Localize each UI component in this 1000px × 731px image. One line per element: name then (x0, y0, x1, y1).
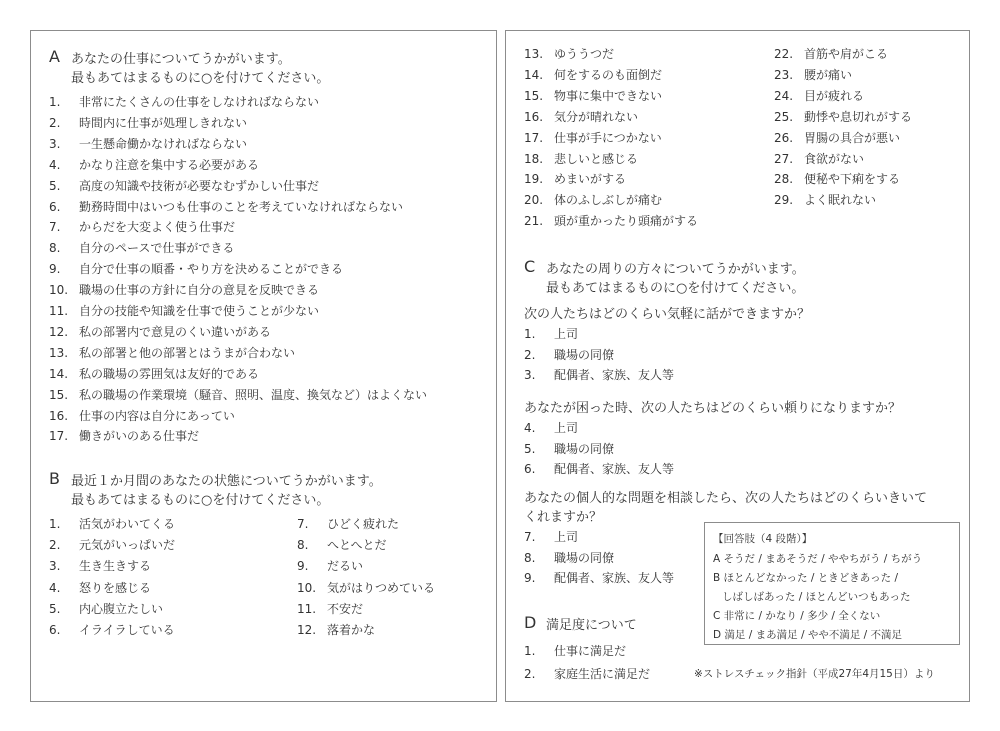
item-text: 家庭生活に満足だ (554, 667, 651, 681)
item-text: 私の部署と他の部署とはうまが合わない (79, 345, 296, 360)
item-number: 22. (774, 47, 794, 61)
item-number: 14. (524, 67, 544, 82)
item-text: 内心腹立たしい (79, 601, 164, 616)
item-text: 食欲がない (804, 151, 865, 166)
item-text: 配偶者、家族、友人等 (554, 571, 675, 585)
answer-box-title: 【回答肢（4 段階）】 (713, 533, 813, 545)
item-number: 6. (524, 462, 536, 476)
item-number: 9. (297, 559, 309, 574)
item-number: 3. (524, 368, 536, 382)
item-text: 職場の仕事の方針に自分の意見を反映できる (79, 283, 320, 298)
item-text: 便秘や下痢をする (804, 172, 901, 187)
item-number: 1. (49, 517, 61, 531)
item-number: 5. (49, 178, 61, 193)
item-number: 4. (49, 580, 61, 595)
item-number: 13. (49, 345, 69, 360)
item-text: 不安だ (327, 601, 364, 616)
item-text: ゆううつだ (554, 47, 615, 61)
section-a-instruction: 最もあてはまるものに○を付けてください。 (71, 71, 330, 86)
item-number: 18. (524, 151, 544, 166)
item-text: からだを大変よく使う仕事だ (79, 220, 236, 235)
item-text: 上司 (554, 327, 579, 341)
item-text: 自分の技能や知識を仕事で使うことが少ない (79, 304, 320, 318)
item-text: ひどく疲れた (327, 517, 400, 531)
item-text: 体のふしぶしが痛む (554, 193, 663, 208)
item-text: かなり注意を集中する必要がある (79, 157, 260, 172)
item-number: 23. (774, 67, 794, 82)
item-text: 気がはりつめている (327, 580, 436, 595)
item-text: 首筋や肩がこる (804, 47, 889, 61)
item-number: 26. (774, 130, 794, 145)
item-number: 1. (524, 327, 536, 341)
item-text: だるい (327, 559, 364, 574)
item-text: 動悸や息切れがする (804, 109, 913, 124)
item-text: へとへとだ (327, 538, 387, 553)
item-text: イライラしている (79, 623, 175, 637)
section-c-intro: あなたの周りの方々についてうかがいます。 (546, 262, 805, 277)
item-number: 5. (524, 441, 536, 456)
item-text: 何をするのも面倒だ (554, 67, 663, 82)
item-number: 12. (49, 324, 69, 339)
item-text: 目が疲れる (804, 88, 865, 103)
item-text: 職場の同僚 (554, 347, 615, 362)
answer-options-box (704, 522, 960, 645)
item-number: 3. (49, 559, 61, 574)
item-text: めまいがする (554, 172, 627, 187)
item-number: 8. (297, 538, 309, 553)
section-b-letter: B (49, 469, 60, 488)
item-number: 28. (774, 172, 794, 187)
item-number: 2. (49, 115, 61, 130)
item-number: 3. (49, 136, 61, 151)
right-panel (505, 30, 970, 702)
item-text: 職場の同僚 (554, 550, 615, 565)
item-text: 仕事の内容は自分にあってい (79, 408, 235, 423)
item-text: 上司 (554, 421, 579, 435)
item-number: 16. (49, 408, 69, 423)
item-text: 勤務時間中はいつも仕事のことを考えていなければならない (79, 199, 404, 214)
source-note: ※ストレスチェック指針（平成27年4月15日）より (694, 668, 935, 680)
item-number: 1. (524, 644, 536, 658)
item-number: 27. (774, 151, 794, 166)
item-number: 11. (297, 601, 317, 616)
section-a-letter: A (49, 47, 60, 66)
item-text: 悲しいと感じる (554, 151, 639, 166)
item-text: 生き生きする (79, 559, 152, 574)
item-number: 10. (297, 580, 317, 595)
item-text: 活気がわいてくる (79, 517, 176, 531)
answer-options-c: C 非常に / かなり / 多少 / 全くない (713, 610, 881, 622)
section-d-title: 満足度について (546, 618, 637, 633)
item-number: 4. (524, 421, 536, 435)
section-c-instruction: 最もあてはまるものに○を付けてください。 (546, 281, 805, 296)
answer-options-b1: B ほとんどなかった / ときどきあった / (713, 572, 899, 584)
item-number: 8. (49, 241, 61, 256)
section-b-intro: 最近１か月間のあなたの状態についてうかがいます。 (71, 474, 382, 489)
answer-options-b2: しばしばあった / ほとんどいつもあった (722, 591, 911, 603)
item-number: 25. (774, 109, 794, 124)
section-b-instruction: 最もあてはまるものに○を付けてください。 (71, 493, 330, 508)
item-text: 働きがいのある仕事だ (79, 429, 200, 444)
item-text: 自分のペースで仕事ができる (79, 241, 235, 256)
item-text: 仕事が手につかない (554, 130, 662, 145)
item-text: 高度の知識や技術が必要なむずかしい仕事だ (79, 178, 320, 193)
item-text: 配偶者、家族、友人等 (554, 462, 675, 476)
item-number: 7. (524, 530, 536, 544)
item-number: 21. (524, 214, 544, 229)
item-number: 1. (49, 95, 61, 109)
item-text: 自分で仕事の順番・やり方を決めることができる (79, 262, 344, 277)
item-number: 5. (49, 601, 61, 616)
item-number: 7. (297, 517, 309, 531)
section-d-letter: D (524, 613, 537, 632)
answer-options-d: D 満足 / まあ満足 / やや不満足 / 不満足 (713, 629, 903, 641)
item-number: 14. (49, 366, 69, 381)
item-text: 一生懸命働かなければならない (79, 136, 248, 151)
item-text: 物事に集中できない (554, 88, 663, 103)
item-text: 怒りを感じる (79, 580, 152, 595)
item-number: 12. (297, 623, 317, 637)
item-number: 15. (524, 88, 544, 103)
item-number: 8. (524, 550, 536, 565)
item-number: 17. (524, 130, 544, 145)
question-c3-line1: あなたの個人的な問題を相談したら、次の人たちはどのくらいきいて (524, 491, 928, 506)
item-number: 24. (774, 88, 794, 103)
item-number: 10. (49, 283, 69, 298)
item-number: 17. (49, 429, 69, 444)
item-number: 9. (524, 571, 536, 585)
item-number: 4. (49, 157, 61, 172)
section-c-letter: C (524, 257, 536, 276)
item-text: 職場の同僚 (554, 441, 615, 456)
item-text: 頭が重かったり頭痛がする (554, 214, 699, 229)
item-number: 6. (49, 623, 61, 637)
item-number: 2. (524, 347, 536, 362)
item-text: 元気がいっぱいだ (79, 538, 176, 553)
question-c1: 次の人たちはどのくらい気軽に話ができますか？ (524, 307, 811, 322)
item-text: 仕事に満足だ (554, 644, 627, 658)
item-number: 2. (524, 667, 536, 681)
item-text: 時間内に仕事が処理しきれない (79, 115, 248, 130)
answer-options-a: A そうだ / まあそうだ / ややちがう / ちがう (713, 553, 923, 565)
item-text: よく眠れない (804, 193, 877, 208)
item-text: 気分が晴れない (554, 109, 639, 124)
item-number: 7. (49, 220, 61, 235)
item-text: 上司 (554, 530, 579, 544)
item-text: 胃腸の具合が悪い (804, 130, 901, 145)
item-number: 6. (49, 199, 61, 214)
item-text: 落着かな (327, 623, 376, 637)
item-text: 腰が痛い (804, 67, 853, 82)
item-number: 29. (774, 193, 794, 208)
item-number: 9. (49, 262, 61, 277)
item-number: 15. (49, 387, 69, 402)
item-text: 非常にたくさんの仕事をしなければならない (79, 95, 320, 109)
item-number: 11. (49, 304, 69, 318)
left-panel (30, 30, 497, 702)
question-c2: あなたが困った時、次の人たちはどのくらい頼りになりますか？ (524, 401, 902, 416)
item-number: 19. (524, 172, 544, 187)
section-a-intro: あなたの仕事についてうかがいます。 (71, 52, 291, 67)
item-text: 私の職場の雰囲気は友好的である (79, 366, 260, 381)
item-number: 20. (524, 193, 544, 208)
item-number: 2. (49, 538, 61, 553)
item-text: 私の職場の作業環境（騒音、照明、温度、換気など）はよくない (79, 387, 428, 402)
item-number: 13. (524, 47, 544, 61)
item-text: 私の部署内で意見のくい違いがある (79, 324, 272, 339)
item-text: 配偶者、家族、友人等 (554, 368, 675, 382)
item-number: 16. (524, 109, 544, 124)
question-c3-line2: くれますか？ (524, 510, 603, 525)
